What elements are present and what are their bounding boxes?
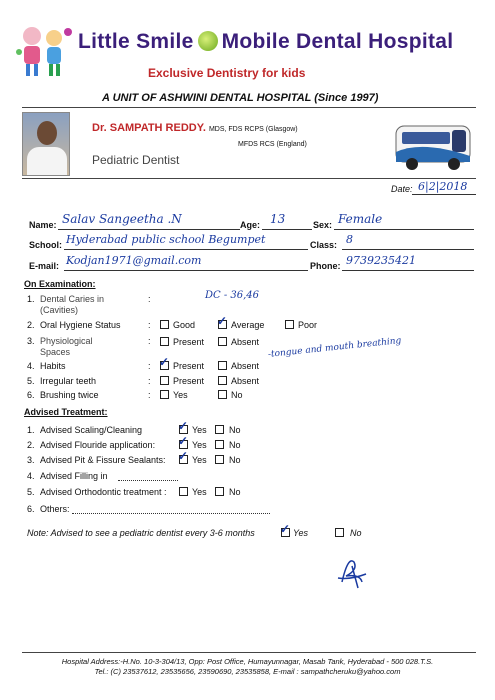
- note-no-label: No: [350, 528, 362, 538]
- email-label: E-mail:: [29, 261, 60, 271]
- absent-option-label: Absent: [231, 361, 260, 371]
- date-label: Date:: [391, 184, 413, 194]
- hospital-title: Little Smile Mobile Dental Hospital: [78, 30, 454, 53]
- good-option-label: Good: [173, 320, 196, 330]
- treatment-label: Advised Scaling/Cleaning: [40, 425, 143, 435]
- treatment-num: 2.: [27, 440, 35, 450]
- note-text: Note: Advised to see a pediatric dentist every 3-6 months: [27, 528, 255, 538]
- colon: :: [148, 336, 151, 346]
- date-value: 6|2|2018: [418, 180, 468, 193]
- habits-note: -tongue and mouth breathing: [267, 336, 402, 360]
- spaces-present-checkbox[interactable]: [160, 337, 169, 346]
- checkmark-icon: ✓: [178, 419, 189, 433]
- colon: :: [148, 294, 151, 304]
- signature-icon: [332, 552, 372, 592]
- doctor-photo: [22, 112, 70, 176]
- others-dotted-line: [72, 513, 270, 514]
- hospital-subtitle: Exclusive Dentistry for kids: [148, 66, 306, 80]
- exam-num: 5.: [27, 376, 35, 386]
- yes-option-label: Yes: [192, 455, 207, 465]
- tooth-logo-icon: [198, 31, 218, 51]
- ortho-yes-checkbox[interactable]: [179, 487, 188, 496]
- flouride-no-checkbox[interactable]: [215, 440, 224, 449]
- class-line: [342, 249, 474, 250]
- phone-value: 9739235421: [346, 254, 416, 267]
- name-value: Salav Sangeetha .N: [62, 212, 182, 226]
- exam-num: 3.: [27, 336, 35, 346]
- name-line: [58, 229, 240, 230]
- no-option-label: No: [229, 425, 241, 435]
- treatment-label: Others:: [40, 504, 70, 514]
- habits-absent-checkbox[interactable]: [218, 361, 227, 370]
- good-checkbox[interactable]: [160, 320, 169, 329]
- unit-line: A UNIT OF ASHWINI DENTAL HOSPITAL (Since 1997): [102, 92, 379, 104]
- exam-label: Brushing twice: [40, 390, 99, 400]
- age-label: Age:: [240, 220, 260, 230]
- class-label: Class:: [310, 240, 338, 250]
- school-line: [64, 249, 308, 250]
- footer-address: Hospital Address:-H.No. 10-3-304/13, Opp: Post Office, Humayunnagar, Masab Tank, Hyderabad - 500 028.T.S.: [61, 657, 434, 666]
- absent-option-label: Absent: [231, 376, 260, 386]
- checkmark-icon: ✓: [280, 522, 291, 536]
- scaling-no-checkbox[interactable]: [215, 425, 224, 434]
- exam-label: Oral Hygiene Status: [40, 320, 121, 330]
- note-yes-label: Yes: [293, 528, 309, 538]
- treatment-num: 3.: [27, 455, 35, 465]
- yes-option-label: Yes: [192, 425, 207, 435]
- doctor-divider: [22, 178, 476, 179]
- no-option-label: No: [229, 487, 241, 497]
- poor-checkbox[interactable]: [285, 320, 294, 329]
- irregular-present-checkbox[interactable]: [160, 376, 169, 385]
- exam-num: 6.: [27, 390, 35, 400]
- treatment-num: 6.: [27, 504, 35, 514]
- exam-num: 1.: [27, 294, 35, 304]
- present-option-label: Present: [173, 376, 205, 386]
- irregular-absent-checkbox[interactable]: [218, 376, 227, 385]
- treatment-label: Advised Pit & Fissure Sealants:: [40, 455, 166, 465]
- bus-icon: [392, 118, 476, 174]
- ortho-no-checkbox[interactable]: [215, 487, 224, 496]
- email-line: [64, 270, 308, 271]
- sex-line: [334, 229, 474, 230]
- checkmark-icon: ✓: [178, 434, 189, 448]
- colon: :: [148, 320, 151, 330]
- sex-label: Sex:: [313, 220, 333, 230]
- age-line: [262, 229, 312, 230]
- treatment-heading: Advised Treatment:: [24, 407, 108, 417]
- yes-option-label: Yes: [192, 487, 207, 497]
- poor-option-label: Poor: [298, 320, 318, 330]
- doctor-qualification: MFDS RCS (England): [238, 141, 307, 148]
- school-value: Hyderabad public school Begumpet: [66, 233, 266, 246]
- class-value: 8: [346, 233, 353, 246]
- email-value: Kodjan1971@gmail.com: [66, 254, 202, 267]
- examination-heading: On Examination:: [24, 279, 96, 289]
- checkmark-icon: ✓: [217, 314, 228, 328]
- treatment-num: 5.: [27, 487, 35, 497]
- colon: :: [148, 376, 151, 386]
- exam-label-2: Spaces: [40, 347, 71, 357]
- average-option-label: Average: [231, 320, 265, 330]
- school-label: School:: [29, 240, 62, 250]
- phone-line: [342, 270, 474, 271]
- exam-num: 4.: [27, 361, 35, 371]
- checkmark-icon: ✓: [178, 449, 189, 463]
- date-line: [412, 194, 476, 195]
- footer-divider: [22, 652, 476, 653]
- present-option-label: Present: [173, 337, 205, 347]
- doctor-name: Dr. SAMPATH REDDY. MDS, FDS RCPS (Glasgow): [92, 122, 298, 134]
- doctor-role: Pediatric Dentist: [92, 153, 180, 167]
- age-value: 13: [270, 212, 286, 226]
- treatment-label: Advised Flouride application:: [40, 440, 156, 450]
- filling-dotted-line: [118, 480, 178, 481]
- note-no-checkbox[interactable]: [335, 528, 344, 537]
- colon: :: [148, 390, 151, 400]
- phone-label: Phone:: [310, 261, 341, 271]
- treatment-num: 4.: [27, 471, 35, 481]
- sealants-no-checkbox[interactable]: [215, 455, 224, 464]
- present-option-label: Present: [173, 361, 205, 371]
- colon: :: [148, 361, 151, 371]
- absent-option-label: Absent: [231, 337, 260, 347]
- no-option-label: No: [231, 390, 243, 400]
- no-option-label: No: [229, 455, 241, 465]
- no-option-label: No: [229, 440, 241, 450]
- name-label: Name:: [29, 220, 57, 230]
- exam-label: Habits: [40, 361, 66, 371]
- treatment-label: Advised Orthodontic treatment :: [40, 487, 167, 497]
- footer-contact: Tel.: (C) 23537612, 23535656, 23590690, 23535858, E-mail : sampathcheruku@yahoo.com: [94, 667, 401, 676]
- header-divider: [22, 107, 476, 108]
- treatment-num: 1.: [27, 425, 35, 435]
- exam-label: Irregular teeth: [40, 376, 97, 386]
- spaces-absent-checkbox[interactable]: [218, 337, 227, 346]
- exam-label: Dental Caries in: [40, 294, 105, 304]
- yes-option-label: Yes: [173, 390, 188, 400]
- brushing-no-checkbox[interactable]: [218, 390, 227, 399]
- kids-logo-icon: [14, 22, 76, 78]
- exam-num: 2.: [27, 320, 35, 330]
- caries-note: DC - 36,46: [205, 290, 260, 301]
- exam-label: Physiological: [40, 336, 93, 346]
- yes-option-label: Yes: [192, 440, 207, 450]
- sex-value: Female: [338, 212, 383, 226]
- brushing-yes-checkbox[interactable]: [160, 390, 169, 399]
- exam-label-2: (Cavities): [40, 305, 79, 315]
- checkmark-icon: ✓: [159, 355, 170, 369]
- treatment-label: Advised Filling in: [40, 471, 108, 481]
